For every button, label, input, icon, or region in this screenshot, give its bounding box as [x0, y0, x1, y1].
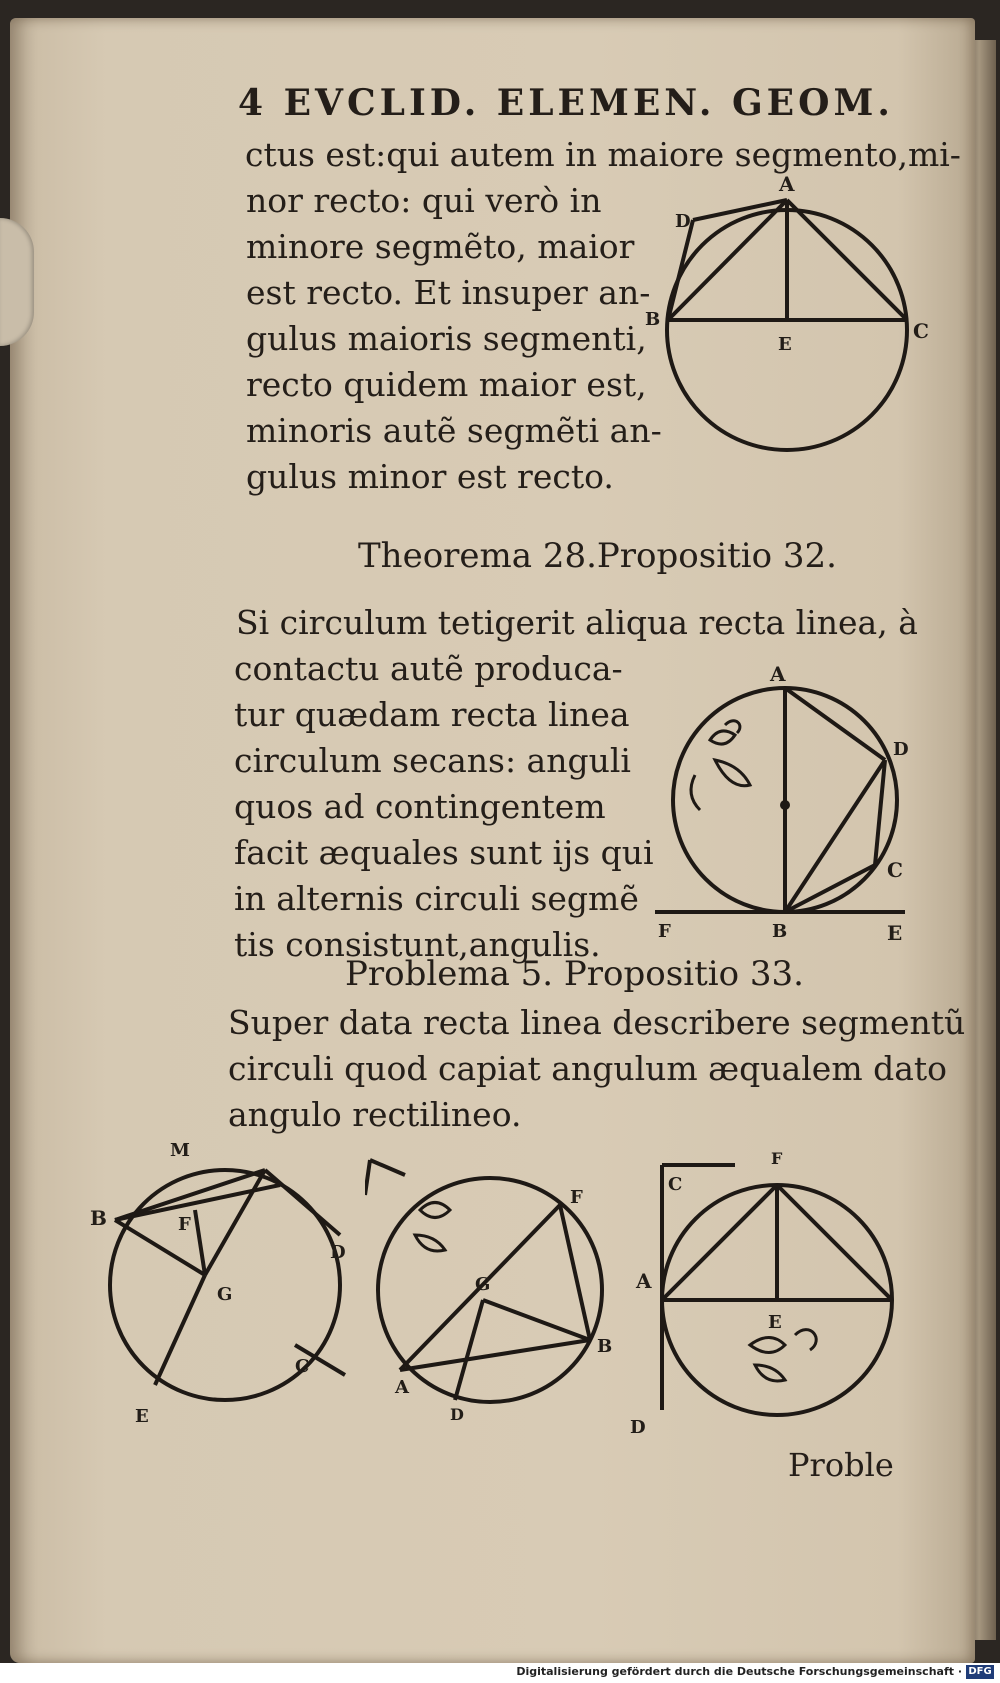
- vine-ornament-icon: [691, 721, 750, 810]
- page-number: 4: [238, 82, 268, 124]
- theorem28-label-d: D: [893, 739, 909, 760]
- problem5-figure-1: [85, 1140, 360, 1430]
- p5f3-label-a: A: [636, 1269, 652, 1293]
- prop31-figure: [645, 175, 930, 465]
- prop31-line-5: recto quidem maior est,: [246, 365, 647, 404]
- p5f1-label-m: M: [170, 1140, 190, 1161]
- p5f2-label-a: A: [395, 1377, 409, 1398]
- page-header: [238, 82, 894, 124]
- theorem28-label-b: B: [772, 921, 788, 942]
- p5f3-label-d: D: [630, 1417, 646, 1438]
- prop31-line-2: minore segmẽto, maior: [246, 227, 635, 266]
- p5f1-label-d: D: [330, 1242, 346, 1263]
- p5f1-label-g: G: [217, 1284, 233, 1305]
- prop31-line-7: gulus minor est recto.: [246, 457, 614, 496]
- theorem28-line-5: facit æquales sunt ijs qui: [234, 833, 654, 872]
- theorem28-line-2: tur quædam recta linea: [234, 695, 630, 734]
- p5f3-label-c: C: [668, 1174, 683, 1195]
- problem5-title: Problema 5. Propositio 33.: [345, 954, 804, 994]
- theorem28-line-4: quos ad contingentem: [234, 787, 606, 826]
- problem5-line-3: angulo rectilineo.: [228, 1095, 522, 1134]
- theorem28-first-line: Si circulum tetigerit aliqua recta linea, à: [236, 603, 918, 642]
- prop31-label-e: E: [778, 334, 792, 355]
- problem5-line-1: Super data recta linea describere segmentũ: [228, 1003, 966, 1042]
- problem5-figure-2: [365, 1155, 625, 1425]
- prop31-line-4: gulus maioris segmenti,: [246, 319, 647, 358]
- prop31-first-line: ctus est:qui autem in maiore segmento,mi-: [245, 135, 961, 174]
- dfg-logo-icon: DFG: [966, 1665, 994, 1679]
- problem5-figure-3: [630, 1150, 915, 1440]
- center-dot: [780, 800, 790, 810]
- theorem28-title: Theorema 28.Propositio 32.: [358, 536, 837, 576]
- p5f2-label-b: B: [597, 1336, 613, 1357]
- page-tab: [0, 218, 34, 346]
- theorem28-line-6: in alternis circuli segmẽ: [234, 879, 639, 918]
- theorem28-figure: [655, 665, 930, 945]
- theorem28-line-1: contactu autẽ produca-: [234, 649, 623, 688]
- theorem28-label-c: C: [887, 858, 903, 882]
- theorem28-line-7: tis consistunt,angulis.: [234, 925, 601, 964]
- prop31-label-d: D: [675, 211, 691, 232]
- footer-credit: Digitalisierung gefördert durch die Deutsche Forschungsgemeinschaft ·: [516, 1665, 962, 1678]
- problem5-line-2: circuli quod capiat angulum æqualem dato: [228, 1049, 948, 1088]
- p5f1-label-e: E: [135, 1406, 149, 1427]
- running-title: EVCLID. ELEMEN. GEOM.: [283, 82, 894, 124]
- prop31-label-c: C: [913, 319, 929, 343]
- p5f3-label-f: F: [771, 1150, 783, 1168]
- prop31-label-a: A: [779, 175, 795, 196]
- p5f2-label-f: F: [570, 1187, 583, 1208]
- vine-ornament-icon: [415, 1203, 450, 1252]
- p5f2-label-g: G: [475, 1274, 491, 1295]
- prop31-line-3: est recto. Et insuper an-: [246, 273, 651, 312]
- theorem28-label-a: A: [770, 665, 786, 686]
- p5f2-label-d: D: [450, 1405, 464, 1424]
- theorem28-label-e: E: [887, 921, 903, 945]
- catchword: Proble: [788, 1446, 894, 1484]
- p5f1-label-c: C: [295, 1356, 310, 1377]
- p5f1-label-b: B: [90, 1206, 107, 1230]
- prop31-line-1: nor recto: qui verò in: [246, 181, 602, 220]
- theorem28-line-3: circulum secans: anguli: [234, 741, 631, 780]
- vine-ornament-icon: [750, 1330, 816, 1381]
- prop31-line-6: minoris autẽ segmẽti an-: [246, 411, 662, 450]
- p5f3-label-e: E: [768, 1312, 782, 1333]
- prop31-label-b: B: [645, 309, 661, 330]
- theorem28-label-f: F: [658, 921, 671, 942]
- p5f1-label-f: F: [178, 1214, 191, 1235]
